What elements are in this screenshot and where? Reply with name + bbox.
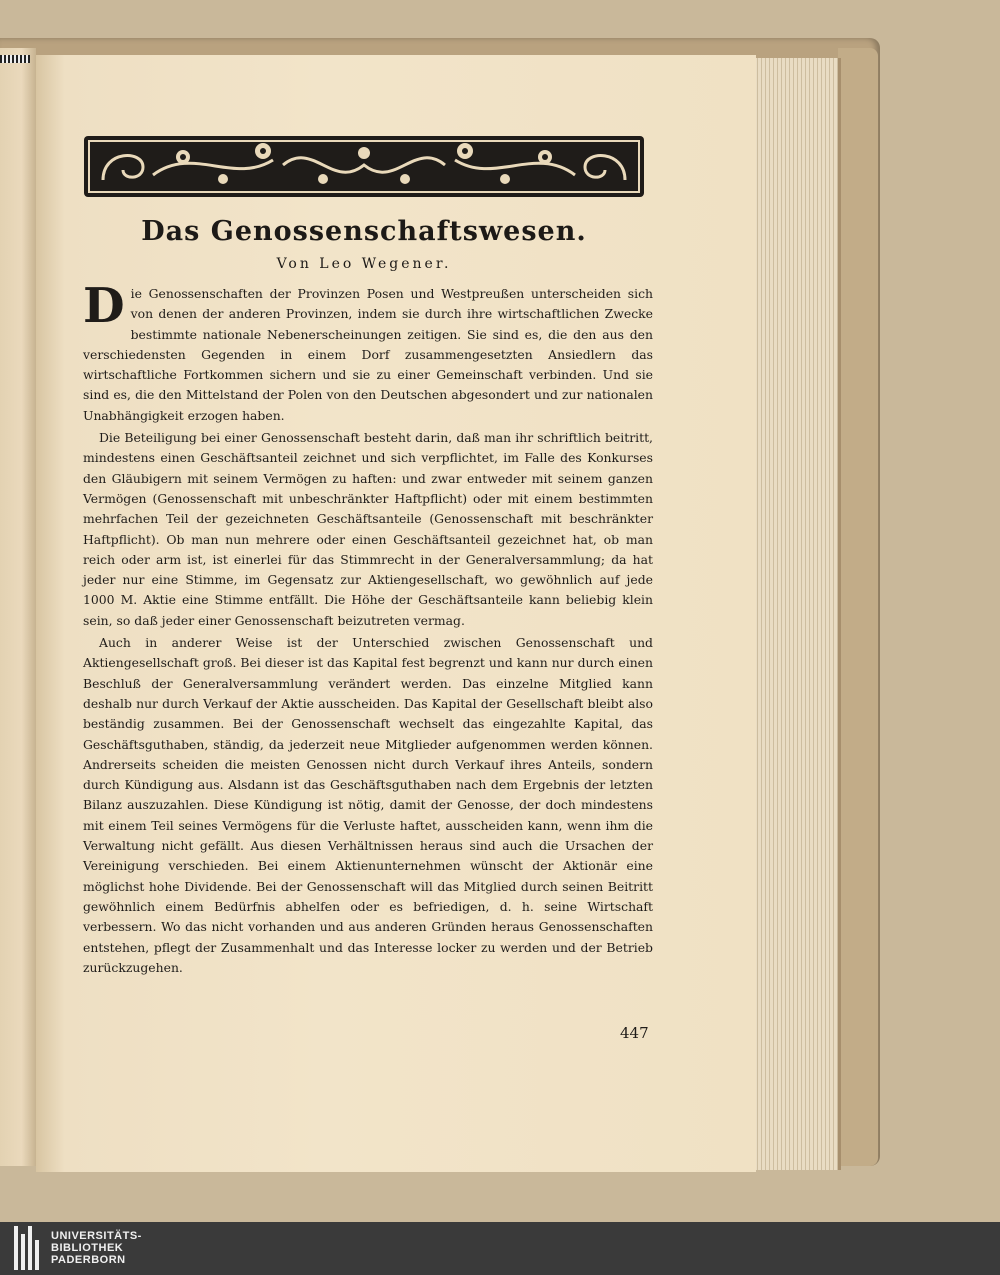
footer-bar [0, 1222, 1000, 1275]
paragraph-1-text: ie Genossenschaften der Provinzen Posen und Westpreußen unterscheiden sich von denen der anderen Provinzen, indem sie durch ihre wirtschaftlichen Zwecke bestimmte nationale Nebenerscheinungen zeitigen. Sie sind es, die den aus den verschiedensten Gegenden in einem Dorf zusammengesetzten Ansiedlern das wirtschaftliche Fortkommen sichern und sie zu einer Gemeinschaft verbinden. Und sie sind es, die den Mittelstand der Polen von den Deutschen abgesondert und zur nationalen Unabhängigkeit erzogen haben. [83, 286, 653, 423]
library-logo[interactable] [14, 1226, 142, 1270]
logo-line-3: PADERBORN [51, 1254, 126, 1266]
paragraph-1 [83, 278, 653, 426]
page-number: 447 [620, 1024, 649, 1042]
article-author: Von Leo Wegener. [276, 256, 452, 272]
drop-cap: D [83, 278, 125, 334]
paragraph-3: Auch in anderer Weise ist der Unterschied zwischen Genossenschaft und Aktiengesellschaft groß. Bei dieser ist das Kapital fest begrenzt und kann nur durch einen Beschluß der Generalversammlung verändert werden. Das einzelne Mitglied kann deshalb nur durch Verkauf der Aktie ausscheiden. Das Kapital der Gesellschaft bleibt also beständig zusammen. Bei der Genossenschaft wechselt das eingezahlte Kapital, das Geschäftsguthaben, ständig, da jederzeit neue Mitglieder aufgenommen werden können. Andrerseits scheiden die meisten Genossen nicht durch Verkauf ihres Anteils, sondern durch Kündigung aus. Alsdann ist das Geschäftsguthaben nach dem Ergebnis der letzten Bilanz auszuzahlen. Diese Kündigung ist nötig, damit der Genosse, der doch mindestens mit einem Teil seines Vermögens für die Verluste haftet, ausscheiden kann, wenn ihm die Verwaltung nicht gefällt. Aus diesen Verhältnissen heraus sind auch die Ursachen der Vereinigung verschieden. Bei einem Aktienunternehmen wünscht der Aktionär eine möglichst hohe Dividende. Bei der Genossenschaft will das Mitglied durch seinen Beitritt gewöhnlich einem Bedürfnis abhelfen oder es befriedigen, d. h. seine Wirtschaft verbessern. Wo das nicht vorhanden und aus anderen Gründen heraus Genossenschaften entstehen, pflegt der Zusammenhalt und das Interesse locker zu werden und der Betrieb zurückzugehen. [83, 635, 653, 975]
logo-text [51, 1230, 142, 1266]
article-title: Das Genossenschaftswesen. [141, 216, 587, 247]
logo-line-2: BIBLIOTHEK [51, 1242, 124, 1254]
bookmark-ribbon [0, 55, 30, 63]
logo-line-1: UNIVERSITÄTS- [51, 1230, 142, 1242]
article-body [83, 278, 653, 980]
logo-bars-icon [14, 1226, 39, 1270]
page-stack [750, 58, 841, 1170]
left-page-edge [0, 48, 36, 1166]
paragraph-2: Die Beteiligung bei einer Genossenschaft besteht darin, daß man ihr schriftlich beitritt, mindestens einen Geschäftsanteil zeichnet und sich verpflichtet, im Falle des Konkurses den Gläubigern mit seinem Vermögen zu haften: und zwar entweder mit seinem ganzen Vermögen (Genossenschaft mit unbeschränkter Haftpflicht) oder mit einem bestimmten mehrfachen Teil der gezeichneten Geschäftsanteile (Genossenschaft mit beschränkter Haftpflicht). Ob man nun mehrere oder einen Geschäftsanteil gezeichnet hat, ob man reich oder arm ist, ist einerlei für das Stimmrecht in der Generalversammlung; da hat jeder nur eine Stimme, im Gegensatz zur Aktiengesellschaft, wo gewöhnlich auf jede 1000 M. Aktie eine Stimme entfällt. Die Höhe der Geschäftsanteile kann beliebig klein sein, so daß jeder einer Genossenschaft beizutreten vermag. [83, 430, 653, 628]
book-cover-edge [838, 48, 878, 1166]
ornament-header-banner [83, 135, 645, 198]
